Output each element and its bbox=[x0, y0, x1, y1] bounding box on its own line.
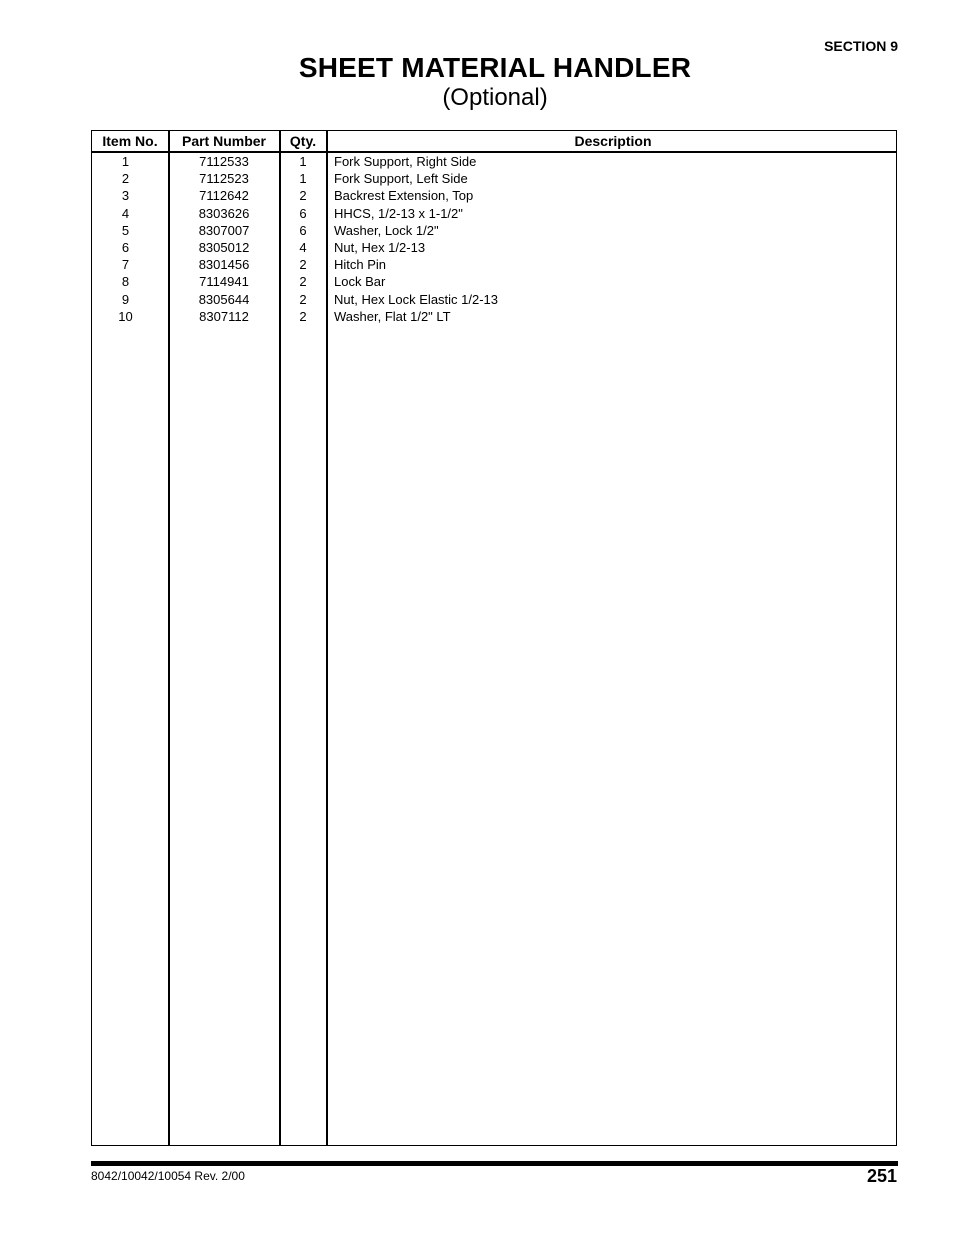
table-body bbox=[92, 153, 896, 325]
item-no-cell: 2 bbox=[121, 171, 130, 187]
description-cell: Nut, Hex 1/2-13 bbox=[334, 239, 426, 255]
item-no-cell: 6 bbox=[121, 239, 130, 255]
description-cell: HHCS, 1/2-13 x 1-1/2" bbox=[334, 205, 463, 221]
table-row bbox=[92, 308, 896, 325]
table-row bbox=[92, 256, 896, 273]
document-number: 8042/10042/10054 Rev. 2/00 bbox=[91, 1169, 245, 1183]
description-cell: Fork Support, Left Side bbox=[334, 171, 468, 187]
qty-cell: 6 bbox=[299, 205, 307, 221]
qty-cell: 2 bbox=[299, 274, 307, 290]
description-cell: Fork Support, Right Side bbox=[334, 154, 477, 169]
part-number-cell: 7112533 bbox=[199, 154, 249, 169]
part-number-cell: 7112523 bbox=[199, 171, 249, 187]
item-no-cell: 8 bbox=[121, 274, 130, 290]
item-no-cell: 10 bbox=[118, 308, 133, 324]
page-number: 251 bbox=[866, 1166, 897, 1186]
table-row bbox=[92, 153, 896, 170]
table-row bbox=[92, 187, 896, 204]
item-no-cell: 1 bbox=[121, 154, 130, 169]
table-row bbox=[92, 291, 896, 308]
description-cell: Washer, Flat 1/2" LT bbox=[334, 308, 451, 324]
section-label: SECTION 9 bbox=[824, 38, 898, 54]
page-subtitle: (Optional) bbox=[442, 84, 548, 111]
part-number-cell: 7114941 bbox=[199, 274, 249, 290]
qty-cell: 2 bbox=[299, 188, 307, 204]
table-row bbox=[92, 170, 896, 187]
qty-cell: 2 bbox=[299, 308, 307, 324]
qty-cell: 2 bbox=[299, 257, 307, 273]
qty-cell: 1 bbox=[299, 154, 307, 169]
column-header-item-no: Item No. bbox=[102, 133, 158, 149]
description-cell: Nut, Hex Lock Elastic 1/2-13 bbox=[334, 291, 499, 307]
part-number-cell: 8307112 bbox=[199, 308, 249, 324]
item-no-cell: 3 bbox=[121, 188, 130, 204]
column-header-description: Description bbox=[574, 133, 652, 149]
part-number-cell: 8305012 bbox=[198, 239, 250, 255]
part-number-cell: 8305644 bbox=[198, 291, 250, 307]
parts-table bbox=[91, 130, 897, 1146]
qty-cell: 6 bbox=[299, 222, 307, 238]
item-no-cell: 5 bbox=[121, 222, 130, 238]
item-no-cell: 7 bbox=[121, 257, 130, 273]
column-header-qty: Qty. bbox=[289, 133, 317, 149]
qty-cell: 2 bbox=[299, 291, 307, 307]
footer-divider bbox=[91, 1161, 898, 1166]
part-number-cell: 8307007 bbox=[198, 222, 250, 238]
description-cell: Hitch Pin bbox=[334, 257, 387, 273]
qty-cell: 4 bbox=[299, 239, 307, 255]
table-row bbox=[92, 222, 896, 239]
page-title: SHEET MATERIAL HANDLER bbox=[298, 52, 692, 83]
table-row bbox=[92, 239, 896, 256]
part-number-cell: 8303626 bbox=[198, 205, 250, 221]
description-cell: Washer, Lock 1/2" bbox=[334, 222, 439, 238]
column-header-part-number: Part Number bbox=[181, 133, 267, 149]
table-row bbox=[92, 205, 896, 222]
part-number-cell: 7112642 bbox=[199, 188, 249, 204]
description-cell: Lock Bar bbox=[334, 274, 386, 290]
part-number-cell: 8301456 bbox=[198, 257, 250, 273]
item-no-cell: 9 bbox=[121, 291, 130, 307]
item-no-cell: 4 bbox=[121, 205, 130, 221]
table-row bbox=[92, 273, 896, 290]
qty-cell: 1 bbox=[299, 171, 307, 187]
description-cell: Backrest Extension, Top bbox=[334, 188, 474, 204]
